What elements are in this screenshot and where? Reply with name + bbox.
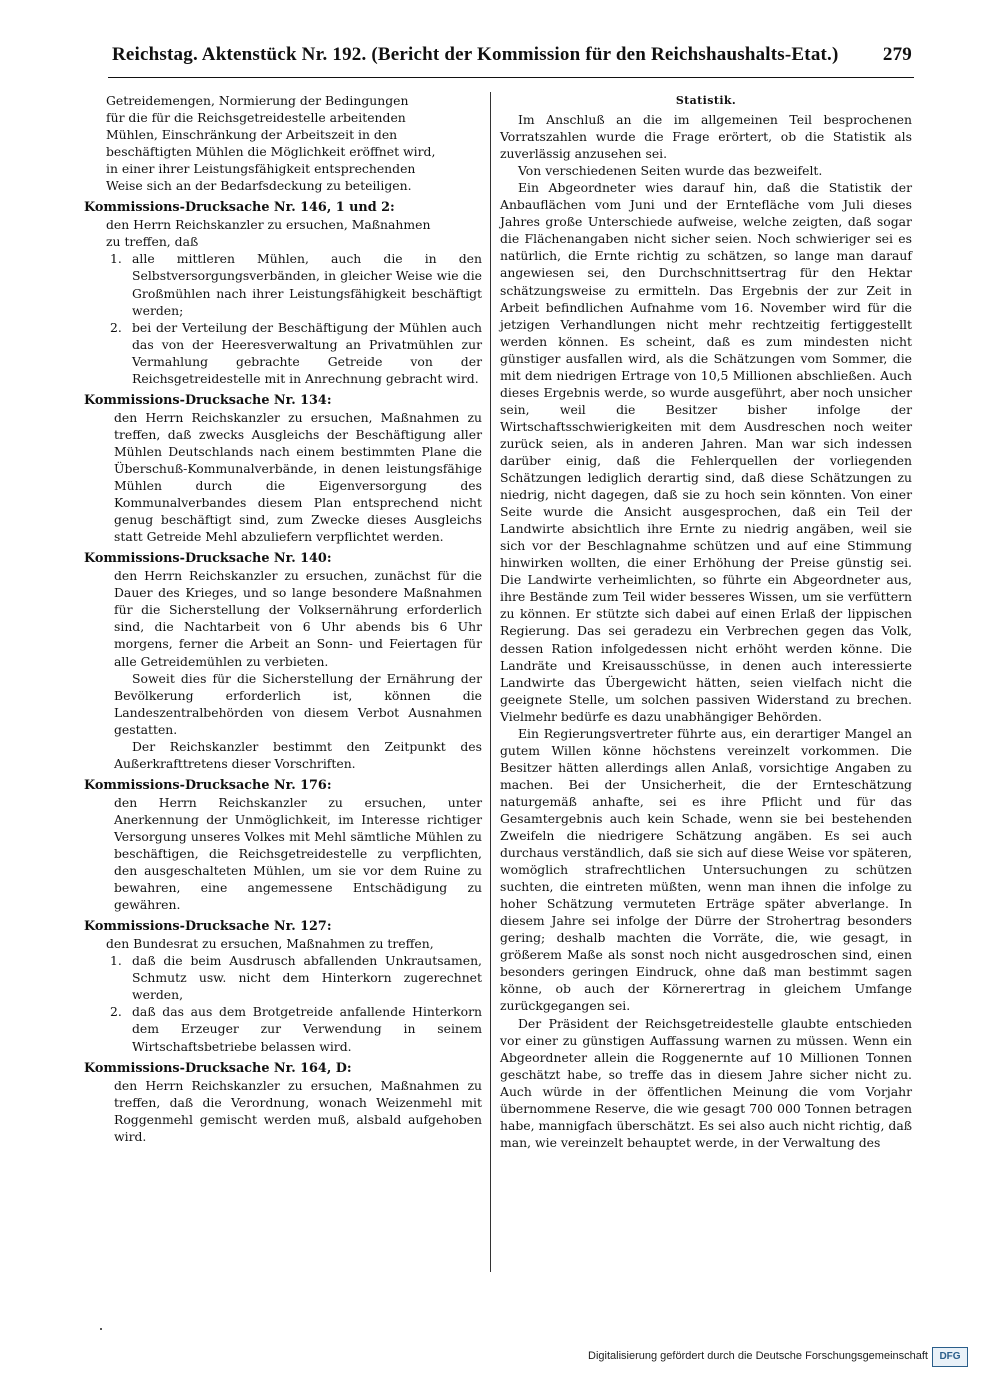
dfg-logo-text: DFG xyxy=(939,1351,961,1362)
column-divider xyxy=(490,92,491,1272)
page-number: 279 xyxy=(882,44,912,65)
motion-text-line: den Herrn Reichskanzler zu ersuchen, Maßnahmen xyxy=(106,217,431,233)
motion-body xyxy=(84,409,482,545)
running-head-title: Reichstag. Aktenstück Nr. 192. (Bericht der Kommission für den Reichshaushalts-Etat.) xyxy=(112,44,839,65)
motion-text: den Bundesrat zu ersuchen, Maßnahmen zu treffen, xyxy=(106,936,434,952)
intro-line: Weise sich an der Bedarfsdeckung zu beteiligen. xyxy=(106,178,412,194)
dfg-logo xyxy=(932,1347,968,1367)
motion-list-item xyxy=(84,250,482,318)
intro-block xyxy=(84,92,482,194)
intro-line: beschäftigten Mühlen die Möglichkeit eröffnet wird, xyxy=(106,144,436,160)
motion-text: den Herrn Reichskanzler zu ersuchen, zunächst für die Dauer des Krieges, und so lange besondere Maßnahmen für die Sicherstellung der Volksernährung erforderlich sind, die Nachtarbeit von 6 Uhr abends bis 6 Uhr morgens, ferner die Arbeit an Sonn- und Feiertagen für alle Getreidemühlen zu verbieten. xyxy=(114,568,482,669)
motion-text: Der Reichskanzler bestimmt den Zeitpunkt des Außerkrafttretens dieser Vorschriften. xyxy=(114,738,482,771)
item-number: 2. xyxy=(110,319,122,335)
motion-text: den Herrn Reichskanzler zu ersuchen, Maßnahmen zu treffen, daß zwecks Ausgleichs der Beschäftigung aller Mühlen Deutschlands nach einem bestimmten Plane die Überschuß-Kommunalverbände, in denen leistungsfähige Mühlen durch die Eigenversorgung des Kommunalverbandes diesem Plan entsprechend nicht genug beschäftigt sind, zum Zwecke dieses Ausgleichs statt Getreide Mehl abzuliefern verpflichtet werden. xyxy=(114,409,482,545)
motion-heading: Kommissions-Drucksache Nr. 127: xyxy=(84,919,332,935)
paragraph: Im Anschluß an die im allgemeinen Teil besprochenen Vorratszahlen wurde die Frage erörtert, ob die Statistik als zuverlässig anzusehen sei. xyxy=(500,112,912,162)
item-text: daß das aus dem Brotgetreide anfallende Hinterkorn dem Erzeuger zur Verwendung in seinem Wirtschaftsbetriebe belassen wird. xyxy=(132,1004,482,1054)
item-number: 1. xyxy=(110,251,122,267)
intro-line: in einer ihrer Leistungsfähigkeit entsprechenden xyxy=(106,161,416,177)
margin-mark xyxy=(100,1328,102,1330)
intro-line: für die für die Reichsgetreidestelle arbeitenden xyxy=(106,110,406,126)
paragraph: Ein Regierungsvertreter führte aus, ein derartiger Mangel an gutem Willen könne höchstens vereinzelt vorkommen. Die Besitzer hätten allerdings allen Anlaß, vorsichtige Angaben zu machen. Bei der Unsicherheit, die der Ernteschätzung naturgemäß anhafte, sei es ihre Pflicht und für das Gesamtergebnis auch kein Schade, wenn sie bei bestehenden Zweifeln die niedrigere Schätzung angäben. Es sei auch durchaus verständlich, daß sie sich auf diese Weise vor späteren, womöglich strafrechtlichen Untersuchungen zu schützen suchten, die eintreten müßten, wenn man ihnen die infolge zu hoher Schätzung vermuteten Erträge später abverlange. In diesem Jahre sei infolge der Dürre der Strohertrag besonders gering; deshalb machten die Vorräte, die, wie gesagt, in größerem Maße als sonst noch nicht ausgedroschen sind, einen besonders geringen Eindruck, ohne daß man bestimmt sagen könne, ob auch der Körnerertrag in gleichem Umfange zurückgegangen sei. xyxy=(500,725,912,1014)
item-number: 1. xyxy=(110,953,122,969)
motion-text-line: zu treffen, daß xyxy=(106,234,199,250)
motion-list-item xyxy=(84,1003,482,1054)
intro-line: Mühlen, Einschränkung der Arbeitszeit in den xyxy=(106,127,398,143)
motion-body xyxy=(84,1077,482,1145)
motion-text: Soweit dies für die Sicherstellung der Ernährung der Bevölkerung erforderlich ist, können die Landeszentralbehörden von diesem Verbot Ausnahmen gestatten. xyxy=(114,670,482,737)
motion-body xyxy=(84,935,482,952)
left-column xyxy=(84,92,482,1145)
item-text: alle mittleren Mühlen, auch die in den Selbstversorgungsverbänden, in gleicher Weise wie die Großmühlen nach ihrer Leistungsfähigkeit beschäftigt werden; xyxy=(132,251,482,318)
section-title: Statistik. xyxy=(675,94,737,107)
motion-heading: Kommissions-Drucksache Nr. 134: xyxy=(84,392,332,408)
motion-list-item xyxy=(84,319,482,387)
motion-text: den Herrn Reichskanzler zu ersuchen, unter Anerkennung der Unmöglichkeit, im Interesse richtiger Versorgung unseres Volkes mit Mehl sämtliche Mühlen zu beschäftigen, die Reichsgetreidestelle zu verpflichten, den ausgeschalteten Mühlen, um sie vor dem Ruine zu bewahren, eine angemessene Entschädigung zu gewähren. xyxy=(114,794,482,913)
paragraph: Ein Abgeordneter wies darauf hin, daß die Statistik der Anbauflächen vom Juni und der Erntefläche vom Juli dieses Jahres große Unterschiede aufweise, welche zeigten, daß sogar die Flächenangaben nicht sicher seien. Noch schwieriger sei es natürlich, die Ernte richtig zu schätzen, so lange man darauf angewiesen sei, den Durchschnittsertrag für den Hektar schätzungsweise zu ermitteln. Das Ergebnis der zur Zeit in Arbeit befindlichen Aufnahme vom 16. November wird für die jetzigen Verhandlungen nicht mehr rechtzeitig fertiggestellt werden können. Es scheint, daß es zum mindesten nicht günstiger ausfallen wird, als die Schätzungen vom Sommer, die mit dem niedrigen Ertrage von 10,5 Millionen abschließen. Auch dieses Ergebnis werde, so wurde ausgeführt, aber noch unsicher sein, weil die Besitzer bisher infolge der Wirtschaftsschwierigkeiten mit dem Ausdreschen noch weiter zurück seien, als in anderen Jahren. Man war sich indessen darüber einig, daß die Fehlerquellen der vorliegenden Schätzungen lediglich derartig sind, daß diese Schätzungen zu niedrig, nicht dagegen, daß sie zu hoch sein könnten. Von einer Seite wurde die Ansicht ausgesprochen, daß ein Teil der Landwirte absichtlich ihre Ernte zu niedrig angäben, weil sie sich vor der Beschlagnahme schützen und auf eine Stimmung hinwirken wollten, die einer Erhöhung der Preise günstig sei. Die Landwirte verheimlichten, so führte ein Abgeordneter aus, ihre Bestände zum Teil wider besseres Wissen, um sie verfüttern zu können. Er stützte sich dabei auf einen Erlaß der lippischen Regierung. Das sei geradezu ein Verbrechen gegen das Volk, dessen Ration infolgedessen nicht erhöht werden könne. Die Landräte und Kreisausschüsse, in denen auch interessierte Landwirte das Übergewicht hätten, seien vielfach nicht die geeignete Stelle, um solchen passiven Widerstand zu brechen. Vielmehr bedürfe es dazu unabhängiger Behörden. xyxy=(500,180,912,724)
motion-heading: Kommissions-Drucksache Nr. 176: xyxy=(84,777,332,793)
right-column xyxy=(500,92,912,1151)
intro-line: Getreidemengen, Normierung der Bedingungen xyxy=(106,93,409,108)
motion-list-item xyxy=(84,952,482,1003)
item-number: 2. xyxy=(110,1004,122,1020)
motion-heading: Kommissions-Drucksache Nr. 164, D: xyxy=(84,1060,352,1076)
motion-heading: Kommissions-Drucksache Nr. 146, 1 und 2: xyxy=(84,200,395,216)
item-text: daß die beim Ausdrusch abfallenden Unkrautsamen, Schmutz usw. nicht dem Hinterkorn zugerechnet werden, xyxy=(132,953,482,1003)
credit-text: Digitalisierung gefördert durch die Deutsche Forschungsgemeinschaft xyxy=(588,1350,928,1362)
digitization-credit xyxy=(568,1345,968,1369)
motion-body xyxy=(84,216,482,250)
item-text: bei der Verteilung der Beschäftigung der Mühlen auch das von der Heeresverwaltung an Privatmühlen zur Vermahlung gebrachte Getreide von der Reichsgetreidestelle mit in Anrechnung gebracht wird. xyxy=(132,319,482,386)
motion-text: den Herrn Reichskanzler zu ersuchen, Maßnahmen zu treffen, daß die Verordnung, wonach Weizenmehl mit Roggenmehl gemischt werden muß, alsbald aufgehoben wird. xyxy=(114,1077,482,1144)
running-head xyxy=(112,44,912,66)
header-rule xyxy=(108,77,914,78)
motion-body xyxy=(84,794,482,913)
paragraph: Der Präsident der Reichsgetreidestelle glaubte entschieden vor einer zu günstigen Auffassung warnen zu müssen. Wenn ein Abgeordneter allein die Roggenernte auf 10 Millionen Tonnen geschätzt habe, so treffe das in diesem Jahre sicher nicht zu. Auch würde in der öffentlichen Meinung die vom Vorjahr übernommene Reserve, die wie gesagt 700 000 Tonnen betragen habe, mannigfach überschätzt. Es sei also auch nicht richtig, daß man, wie vereinzelt behauptet werde, in der Verwaltung des xyxy=(500,1015,912,1150)
motion-body xyxy=(84,567,482,772)
motion-heading: Kommissions-Drucksache Nr. 140: xyxy=(84,551,332,567)
paragraph: Von verschiedenen Seiten wurde das bezweifelt. xyxy=(518,163,823,179)
